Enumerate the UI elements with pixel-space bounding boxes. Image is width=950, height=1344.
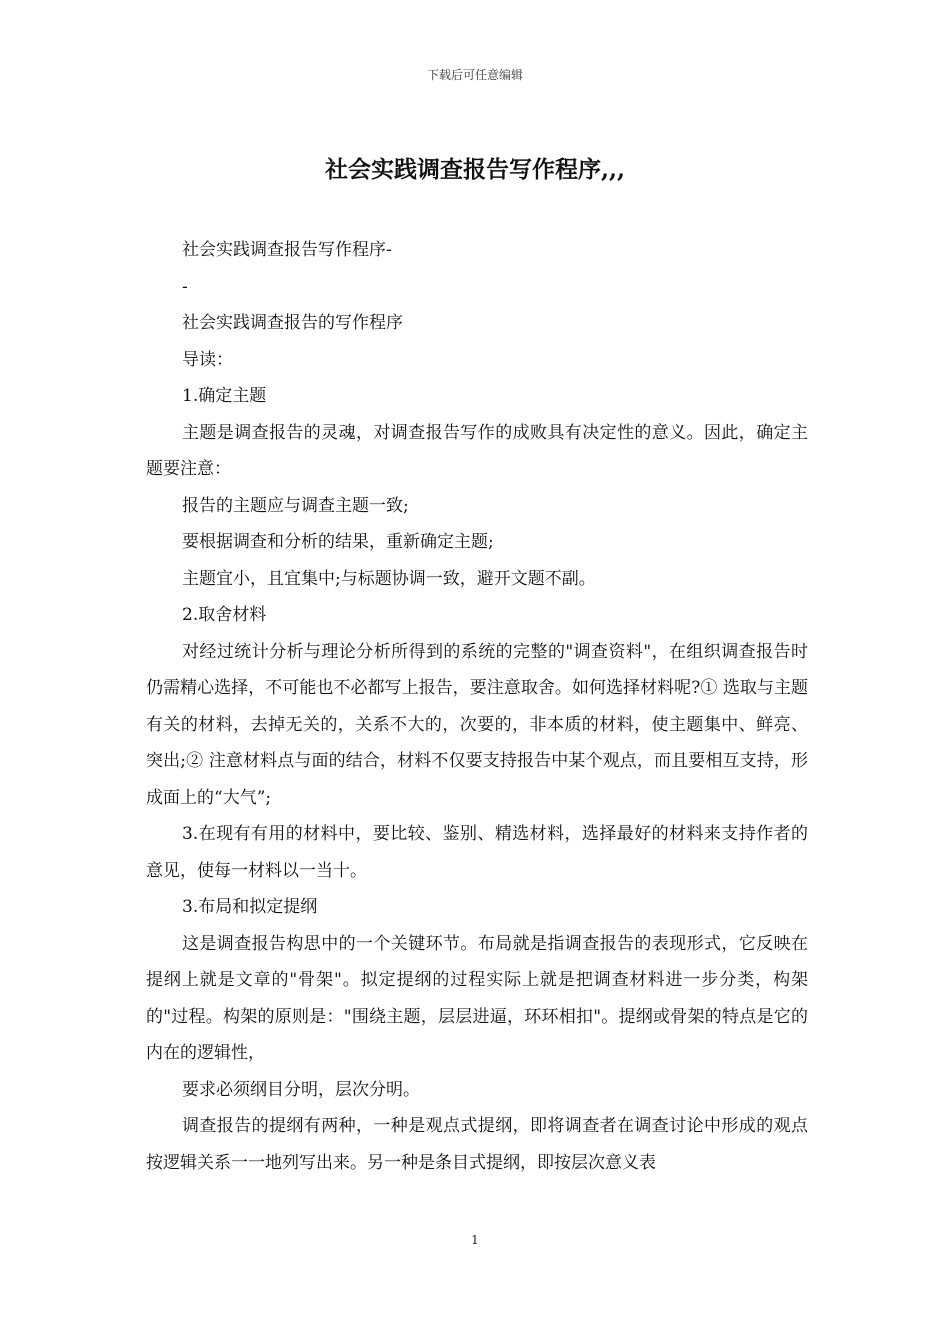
paragraph: 报告的主题应与调查主题一致; <box>182 495 409 516</box>
paragraph: 要求必须纲目分明，层次分明。 <box>182 1079 420 1100</box>
section-heading: 1.确定主题 <box>182 386 267 406</box>
paragraph: 社会实践调查报告写作程序- <box>182 240 392 260</box>
paragraph: 主题宜小，且宜集中;与标题协调一致，避开文题不副。 <box>182 568 596 589</box>
paragraph: 3.在现有有用的材料中，要比较、鉴别、精选材料，选择最好的材料来支持作者的意见，使每一材料以一当十。 <box>146 824 808 881</box>
header-note: 下载后可任意编辑 <box>426 68 523 82</box>
paragraph: 调查报告的提纲有两种，一种是观点式提纲，即将调查者在调查讨论中形成的观点按逻辑关系一一地列写出来。另一种是条目式提纲，即按层次意义表 <box>146 1116 808 1173</box>
page-number: 1 <box>471 1233 479 1247</box>
section-heading: 2.取舍材料 <box>182 605 267 625</box>
paragraph: 导读： <box>182 349 233 370</box>
paragraph: 社会实践调查报告的写作程序 <box>182 313 403 333</box>
document-title: 社会实践调查报告写作程序,,, <box>324 156 626 183</box>
paragraph: 这是调查报告构思中的一个关键环节。布局就是指调查报告的表现形式，它反映在提纲上就是文章的"骨架"。拟定提纲的过程实际上就是把调查材料进一步分类，构架的"过程。构架的原则是："围绕主题，层层进逼，环环相扣"。提纲或骨架的特点是它的内在的逻辑性， <box>146 933 808 1063</box>
paragraph: 对经过统计分析与理论分析所得到的系统的完整的"调查资料"，在组织调查报告时仍需精心选择，不可能也不必都写上报告，要注意取舍。如何选择材料呢?① 选取与主题有关的材料，去掉无关的，关系不大的，次要的，非本质的材料，使主题集中、鲜亮、突出;② 注意材料点与面的结合，材料不仅要支持报告中某个观点，而且要相互支持，形成面上的“大气”; <box>146 641 808 808</box>
paragraph: - <box>182 276 188 297</box>
paragraph: 主题是调查报告的灵魂，对调查报告写作的成败具有决定性的意义。因此，确定主题要注意： <box>146 422 808 479</box>
paragraph: 要根据调查和分析的结果，重新确定主题; <box>182 532 494 552</box>
document-body <box>146 232 808 1181</box>
section-heading: 3.布局和拟定提纲 <box>182 897 318 917</box>
